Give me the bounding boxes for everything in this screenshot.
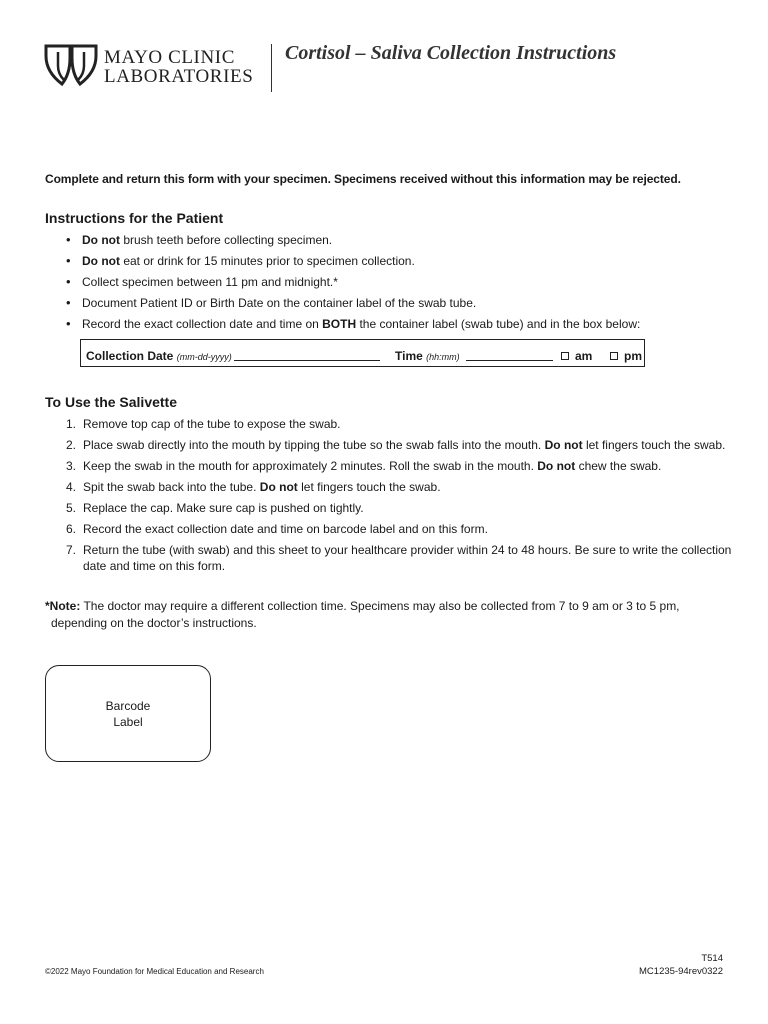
collection-date-field[interactable] — [234, 360, 380, 361]
list-item: • Do not eat or drink for 15 minutes prior to specimen collection. — [66, 254, 746, 275]
list-item: 7. Return the tube (with swab) and this sheet to your healthcare provider within 24 to 48 hours. Be sure to write the collection date and time on this form. — [66, 543, 732, 573]
collection-datetime-box — [80, 339, 645, 367]
list-item: • Do not brush teeth before collecting specimen. — [66, 233, 746, 254]
revision-code: MC1235-94rev0322 — [639, 966, 723, 977]
org-name — [104, 48, 253, 86]
barcode-label-line2: Label — [113, 715, 143, 729]
copyright: ©2022 Mayo Foundation for Medical Education and Research — [45, 967, 264, 976]
am-label: am — [575, 349, 593, 363]
collection-time-label: Time (hh:mm) — [395, 349, 460, 363]
collection-date-label: Collection Date (mm-dd-yyyy) — [86, 349, 232, 363]
header-divider — [271, 44, 272, 92]
list-item: 3. Keep the swab in the mouth for approximately 2 minutes. Roll the swab in the mouth. Do not chew the swab. — [66, 459, 662, 473]
collection-time-field[interactable] — [466, 360, 553, 361]
org-line2: LABORATORIES — [104, 66, 254, 87]
salivette-heading: To Use the Salivette — [45, 394, 178, 410]
list-item: 6. Record the exact collection date and time on barcode label and on this form. — [66, 522, 488, 536]
am-checkbox[interactable] — [561, 352, 569, 360]
list-item: 5. Replace the cap. Make sure cap is pushed on tightly. — [66, 501, 364, 515]
patient-instructions-list — [66, 233, 746, 338]
salivette-steps-list — [66, 416, 746, 579]
collection-time-note: *Note: The doctor may require a different collection time. Specimens may also be collected from 7 to 9 am or 3 to 5 pm, depending on the doctor’s instructions. — [45, 599, 680, 630]
org-line1: MAYO CLINIC — [104, 47, 235, 68]
list-item: 2. Place swab directly into the mouth by tipping the tube so the swab falls into the mouth. Do not let fingers touch the swab. — [66, 438, 726, 452]
patient-instructions-heading: Instructions for the Patient — [45, 210, 224, 226]
list-item: 1. Remove top cap of the tube to expose the swab. — [66, 417, 341, 431]
pm-checkbox[interactable] — [610, 352, 618, 360]
document-title: Cortisol – Saliva Collection Instructions — [285, 42, 617, 64]
list-item: • Record the exact collection date and time on BOTH the container label (swab tube) and in the box below: — [66, 317, 746, 338]
pm-label: pm — [624, 349, 642, 363]
mayo-shields-icon — [44, 44, 98, 88]
submission-notice: Complete and return this form with your specimen. Specimens received without this information may be rejected. — [45, 172, 681, 186]
form-code: T514 — [701, 953, 723, 964]
list-item: 4. Spit the swab back into the tube. Do not let fingers touch the swab. — [66, 480, 441, 494]
list-item: • Document Patient ID or Birth Date on the container label of the swab tube. — [66, 296, 746, 317]
barcode-label-line1: Barcode — [105, 699, 151, 713]
barcode-label-area — [45, 665, 211, 762]
list-item: • Collect specimen between 11 pm and midnight.* — [66, 275, 746, 296]
form-codes — [639, 952, 723, 978]
